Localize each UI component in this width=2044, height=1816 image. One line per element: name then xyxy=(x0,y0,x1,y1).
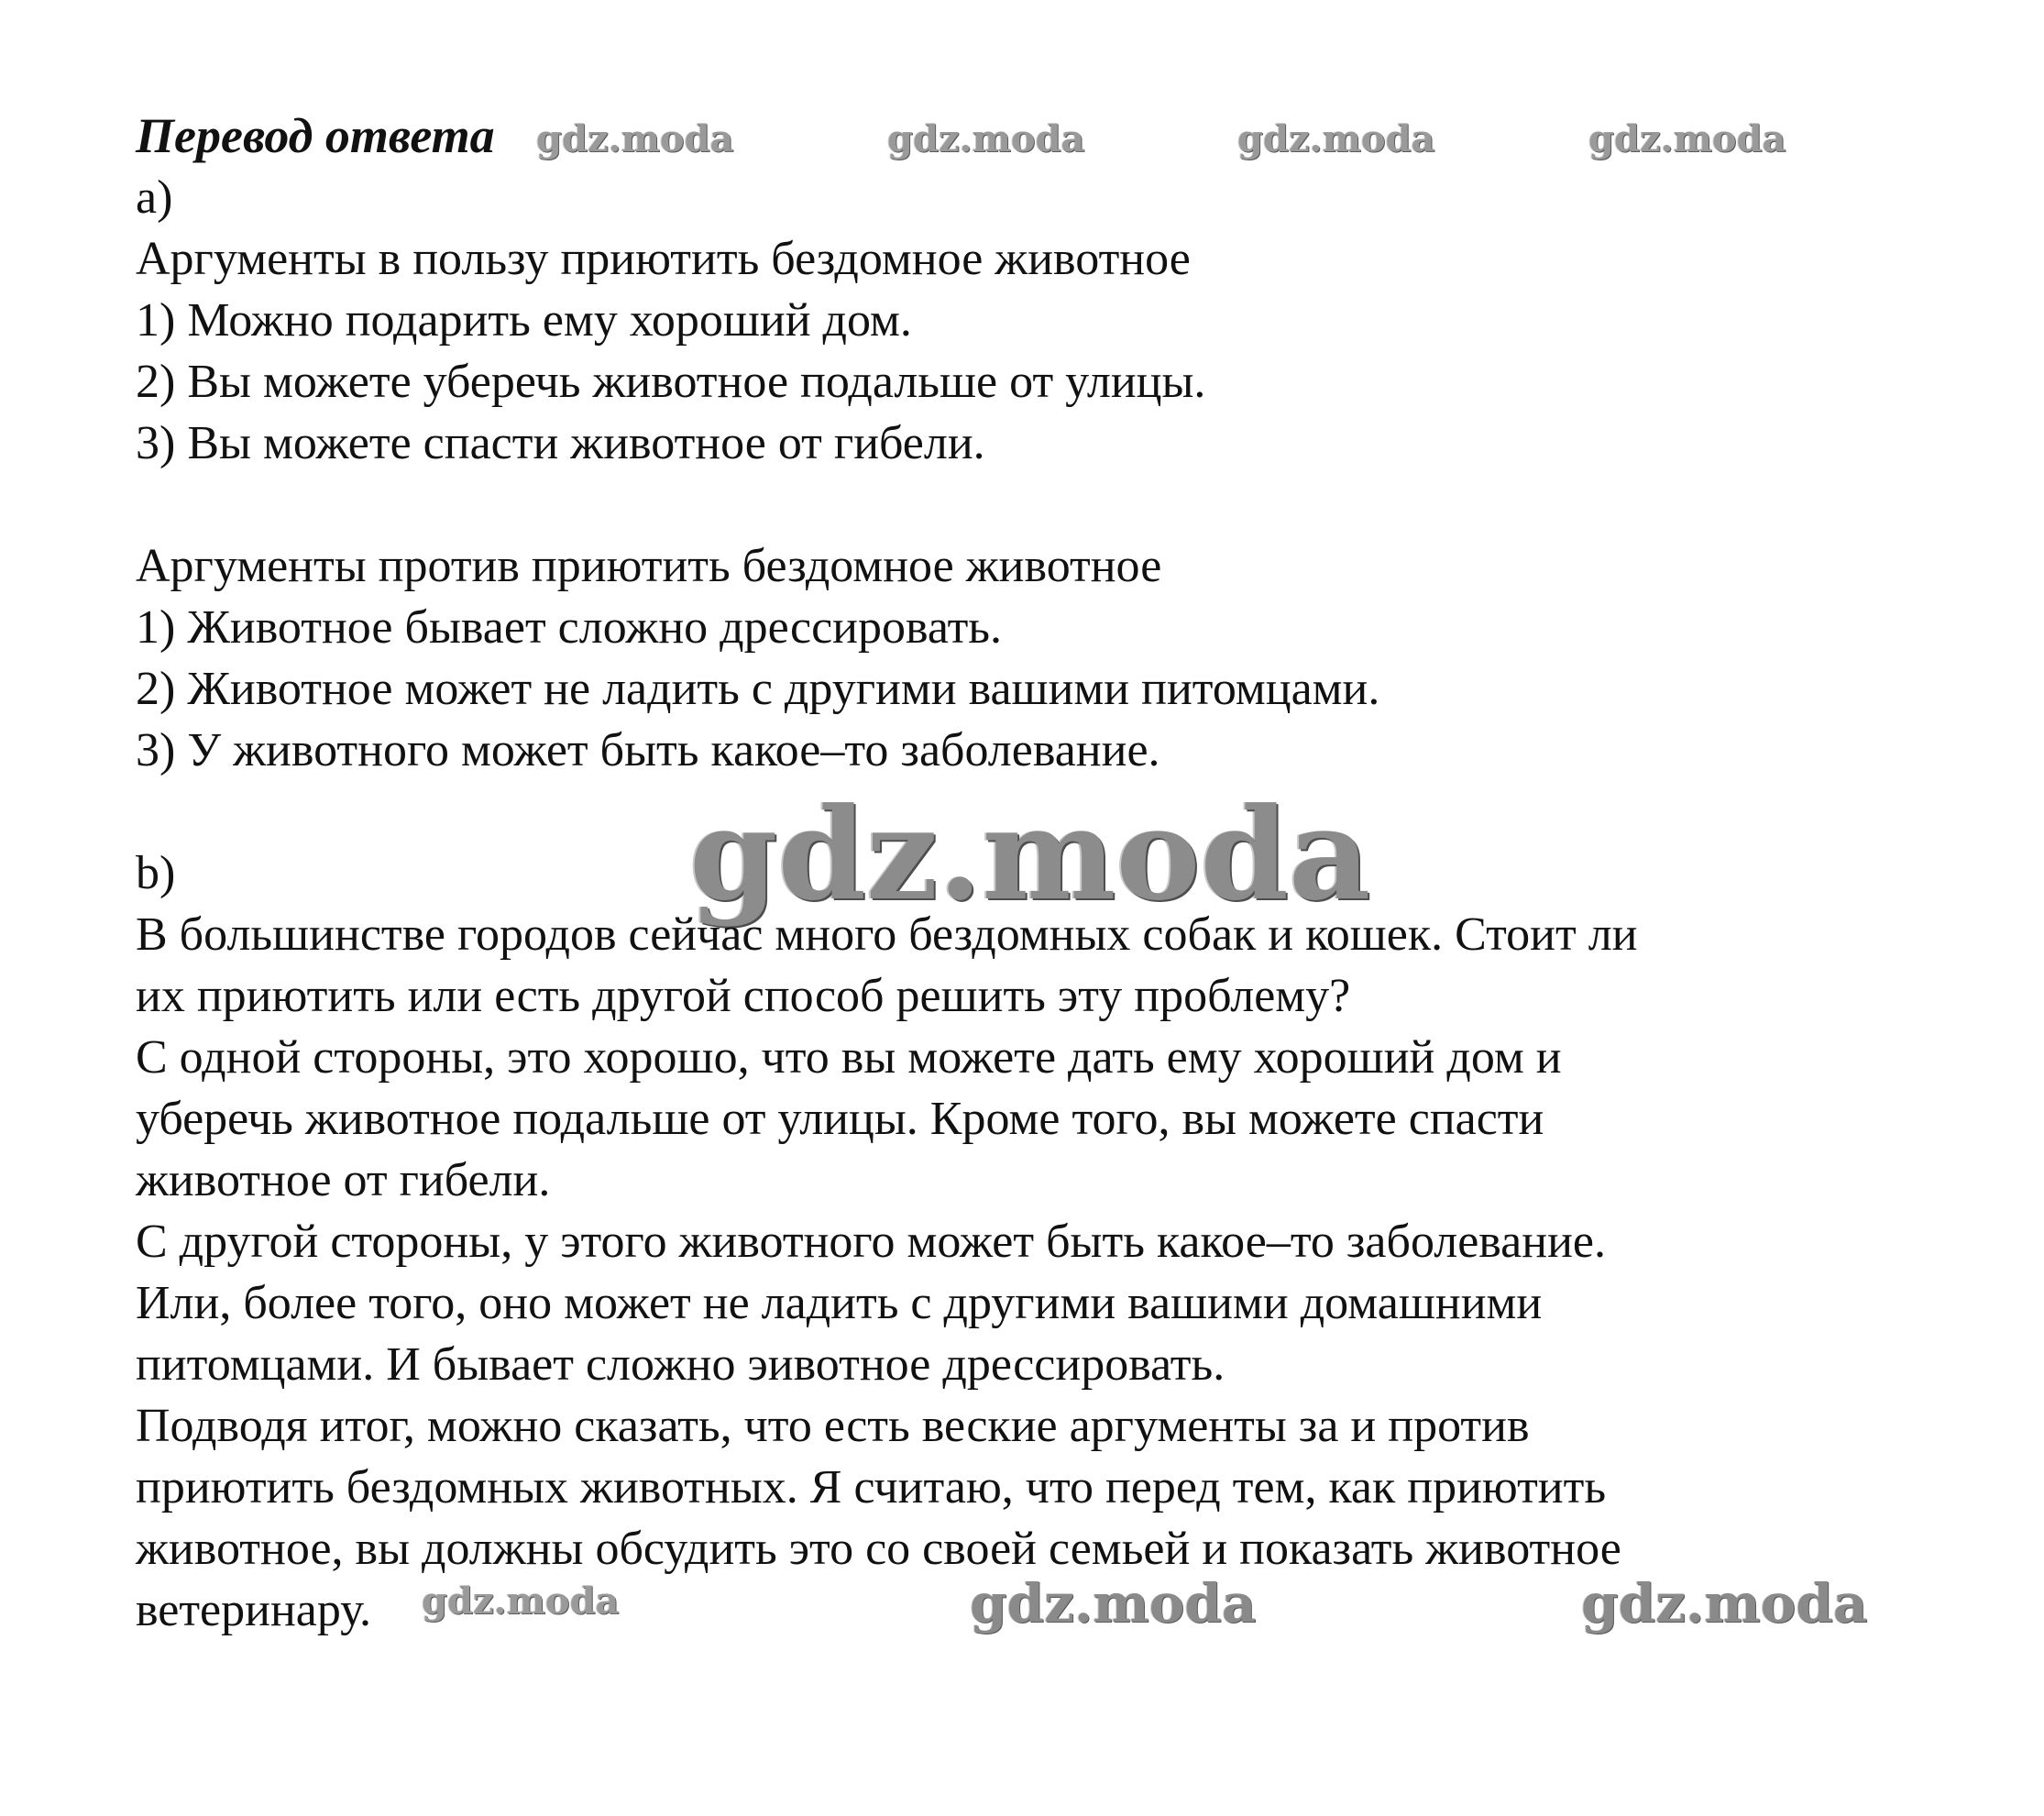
paragraph-line: Подводя итог, можно сказать, что есть веские аргументы за и против xyxy=(136,1400,1530,1452)
watermark-logo: gdz.moda xyxy=(1237,117,1435,160)
paragraph-line: животное от гибели. xyxy=(136,1154,551,1206)
watermark-logo: gdz.moda xyxy=(887,117,1085,160)
list-item: 3) Вы можете спасти животное от гибели. xyxy=(136,417,985,469)
list-item: 1) Животное бывает сложно дрессировать. xyxy=(136,601,1003,654)
watermark-logo: gdz.moda xyxy=(1581,1572,1868,1634)
section-a-marker: a) xyxy=(136,171,173,224)
section-b-marker: b) xyxy=(136,847,176,899)
paragraph-line: Или, более того, оно может не ладить с другими вашими домашними xyxy=(136,1277,1543,1329)
watermark-logo: gdz.moda xyxy=(970,1572,1257,1634)
watermark-logo: gdz.moda xyxy=(536,117,734,160)
watermark-logo-large: gdz.moda xyxy=(689,779,1371,929)
watermark-logo: gdz.moda xyxy=(422,1579,620,1623)
paragraph-line: ветеринару. xyxy=(136,1584,371,1636)
list-item: 2) Вы можете уберечь животное подальше от улицы. xyxy=(136,356,1206,408)
for-arguments-title: Аргументы в пользу приютить бездомное животное xyxy=(136,233,1191,285)
paragraph-line: В большинстве городов сейчас много бездомных собак и кошек. Стоит ли xyxy=(136,908,1638,961)
paragraph-line: С одной стороны, это хорошо, что вы можете дать ему хороший дом и xyxy=(136,1031,1562,1084)
paragraph-line: уберечь животное подальше от улицы. Кроме того, вы можете спасти xyxy=(136,1093,1544,1145)
paragraph-line: животное, вы должны обсудить это со своей семьей и показать животное xyxy=(136,1523,1621,1575)
against-arguments-title: Аргументы против приютить бездомное животное xyxy=(136,540,1162,592)
paragraph-line: приютить бездомных животных. Я считаю, что перед тем, как приютить xyxy=(136,1461,1607,1513)
list-item: 2) Животное может не ладить с другими вашими питомцами. xyxy=(136,663,1380,715)
paragraph-line: С другой стороны, у этого животного может быть какое–то заболевание. xyxy=(136,1216,1606,1268)
page-title: Перевод ответа xyxy=(136,108,495,163)
paragraph-line: питомцами. И бывает сложно эивотное дрессировать. xyxy=(136,1338,1225,1391)
list-item: 3) У животного может быть какое–то заболевание. xyxy=(136,724,1160,776)
paragraph-line: их приютить или есть другой способ решить эту проблему? xyxy=(136,970,1351,1022)
list-item: 1) Можно подарить ему хороший дом. xyxy=(136,294,912,347)
watermark-logo: gdz.moda xyxy=(1588,117,1786,160)
